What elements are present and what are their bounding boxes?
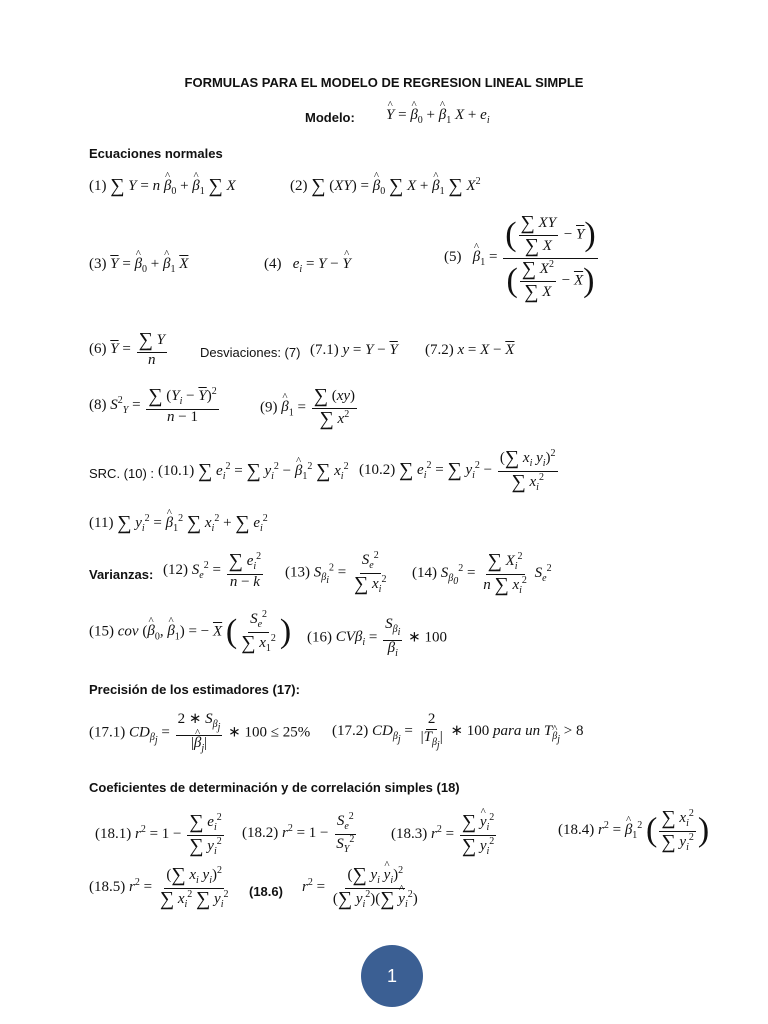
model-formula: ^ Y = ^ $\beta_0$ + ^ $\beta_1$ $X + e_i$ [386,107,490,126]
equation-14: (14) $S_{\beta_0}^2$ = $\frac{\sum X_i^2}{n \sum x_i^2}$ $S_e^2$ [412,550,552,596]
equation-17-2: (17.2) $CD_{\beta_j}$ = $\frac{2}{|T_{\beta_j}|}$ ∗ 100 para un T^ $_{\beta_j}$ > 8 [332,712,583,751]
equation-8: (8) $S^2_Y$ = $\frac{\sum (Y_i - \overline{Y})^2}{n - 1}$ [89,385,217,425]
page-number-badge [361,945,423,1007]
equation-15: (15) cov (^ $\beta_0$, ^ $\beta_1$) = − $\overline{X}$ ( $\frac{S_e^2}{\sum x_1^2}$ ) [89,610,291,654]
coefficients-heading: Coeficientes de determinación y de correlación simples (18) [89,780,460,795]
equation-1: (1) ∑ Y = n ^ $\beta_0$ + ^ $\beta_1$ ∑ X [89,175,236,198]
equation-18-5: (18.5) $r^2$ = $\frac{(\sum x_i y_i)^2}{\sum x_i^2 \sum y_i^2}$ [89,864,229,910]
equation-18-6: $r^2$ = $\frac{(\sum y_i \^{} y_i)^2}{(\sum y_i^2)(\sum \^{} y_i^2)}$ [302,865,422,910]
equation-12: (12) $S_e^2$ = $\frac{\sum e_i^2}{n - k}$ [163,550,262,590]
equation-10-1: (10.1) ∑ $e_i^2$ = ∑ $y_i^2$ − ^ $\beta_1^2$ ∑ $x_i^2$ [158,460,349,483]
equation-10-2: (10.2) ∑ $e_i^2$ = ∑ $y_i^2$ − $\frac{(\sum x_i y_i)^2}{\sum x_i^2}$ [359,447,556,493]
equation-18-2: (18.2) $r^2 = 1$ − $\frac{S_e^2}{S_Y^2}$ [242,811,355,855]
equation-2: (2) ∑ (XY) = ^ $\beta_0$ ∑ X + ^ $\beta_1$ ∑ $X^2$ [290,175,481,198]
precision-heading: Precisión de los estimadores (17): [89,682,300,697]
equation-6: (6) $\overline{Y}$ = $\frac{\sum Y}{n}$ [89,329,165,368]
equation-16: (16) CVβ$_i$ = $\frac{S_{\beta_i}}{\beta_i}$ ∗ 100 [307,616,447,659]
normal-equations-heading: Ecuaciones normales [89,146,223,161]
equation-3: (3) $\overline{Y}$ = ^ $\beta_0$ + ^ $\beta_1$ $\overline{X}$ [89,256,188,275]
equation-18-6-label: (18.6) [249,884,283,899]
deviations-label: Desviaciones: (7) [200,345,301,360]
equation-7-2: (7.2) $x = X - \overline{X}$ [425,342,515,358]
document-title: FORMULAS PARA EL MODELO DE REGRESION LINEAL SIMPLE [184,75,584,90]
src-label: SRC. (10) : [89,466,155,481]
equation-18-3: (18.3) $r^2$ = $\frac{\sum \^{} y_i^2}{\sum y_i^2}$ [391,812,498,857]
equation-9: (9) ^ $\beta_1$ = $\frac{\sum (xy)}{\sum x^2}$ [260,386,359,430]
equation-13: (13) $S_{\beta_i}^2$ = $\frac{S_e^2}{\sum x_i^2}$ [285,550,387,595]
page-number: 1 [386,965,397,986]
equation-5: (5) ^ $\beta_1$ = ( $\frac{\sum XY}{\sum X}$ − $\overline{Y}$) ( $\frac{\sum X^2}{\sum X}$ − $\overline{X}$) [444,213,600,303]
equation-18-4: (18.4) $r^2$ = ^ $\beta_1^2$ ( $\frac{\sum x_i^2}{\sum y_i^2}$ ) [558,808,709,853]
equation-7-1: (7.1) $y = Y - \overline{Y}$ [310,342,398,358]
equation-4: (4) $e_i = Y$ − ^ Y [264,256,351,275]
model-label: Modelo: [305,110,355,125]
equation-17-1: (17.1) $CD_{\beta_j}$ = $\frac{2 ∗ S_{\beta_j}}{|\^{} \beta_j|}$ ∗ 100 ≤ 25% [89,712,310,754]
equation-18-1: (18.1) $r^2 = 1$ − $\frac{\sum e_i^2}{\sum y_i^2}$ [95,811,222,857]
equation-11: (11) ∑ $y_i^2$ = ^ $\beta_1^2$ ∑ $x_i^2$ + ∑ $e_i^2$ [89,512,268,535]
variances-label: Varianzas: [89,567,154,582]
